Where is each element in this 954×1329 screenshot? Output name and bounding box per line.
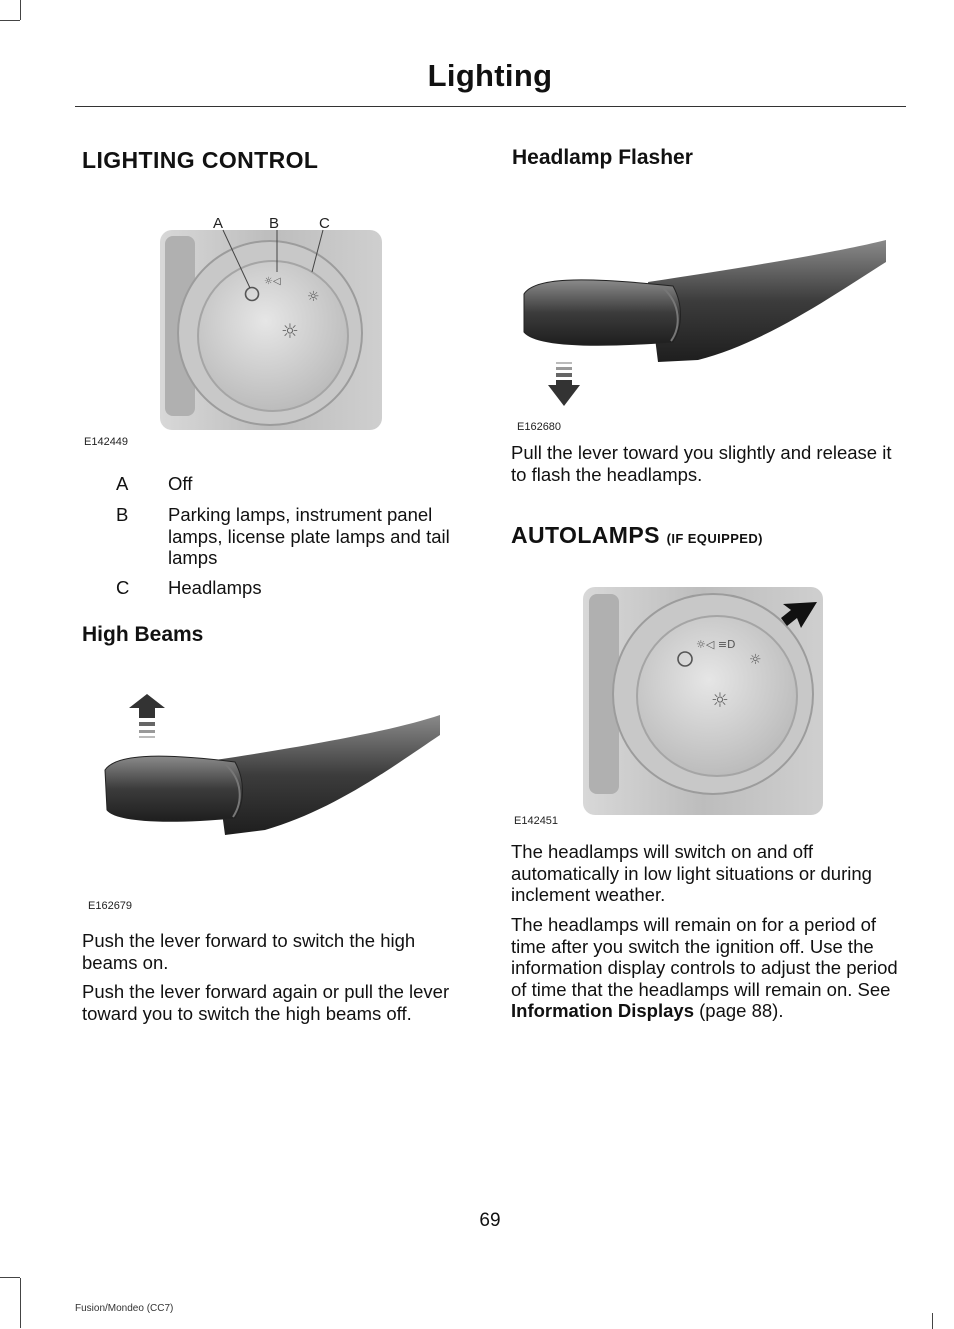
footer-model: Fusion/Mondeo (CC7) — [75, 1303, 174, 1314]
crop-mark — [0, 1277, 20, 1278]
callout-b: B — [269, 215, 280, 232]
page-title: Lighting — [427, 58, 553, 93]
lighting-control-figure — [155, 208, 390, 438]
headlamp-flasher-heading: Headlamp Flasher — [512, 146, 693, 169]
legend-letter: C — [116, 577, 130, 598]
svg-text:☼: ☼ — [711, 688, 729, 712]
lighting-control-heading: LIGHTING CONTROL — [82, 147, 319, 173]
autolamps-figure — [575, 582, 830, 822]
information-displays-reference[interactable]: Information Displays — [511, 1000, 694, 1021]
high-beams-paragraph: Push the lever forward to switch the high beams on. — [82, 930, 416, 973]
callout-c: C — [319, 215, 330, 232]
autolamps-paragraph-text: The headlamps will remain on for a period of time after you switch the ignition off. Use the information display controls to adjust the period of time that the headlamps will remain on. See — [511, 914, 898, 1000]
figure-code: E162679 — [88, 900, 133, 912]
svg-text:☼◁: ☼◁ — [264, 276, 281, 287]
high-beams-paragraph: Push the lever forward again or pull the lever toward you to switch the high beams off. — [82, 981, 450, 1024]
figure-code: E142451 — [514, 815, 559, 827]
legend-text: Off — [168, 473, 193, 494]
page-number: 69 — [479, 1210, 501, 1231]
legend-text: Headlamps — [168, 577, 262, 598]
autolamps-title: AUTOLAMPS — [511, 522, 660, 548]
autolamps-equipped-note: (IF EQUIPPED) — [666, 531, 763, 546]
svg-text:☼: ☼ — [307, 289, 320, 305]
figure-code: E162680 — [517, 421, 562, 433]
legend-letter: A — [116, 473, 129, 494]
svg-text:☼◁ ≡D: ☼◁ ≡D — [696, 638, 736, 651]
headlamp-flasher-paragraph: Pull the lever toward you slightly and release it to flash the headlamps. — [511, 442, 892, 485]
header-rule — [75, 106, 906, 107]
high-beams-figure — [95, 690, 445, 850]
svg-text:☼: ☼ — [749, 652, 762, 668]
legend-letter: B — [116, 504, 129, 525]
crop-mark — [20, 1278, 21, 1328]
crop-mark — [932, 1313, 933, 1329]
callout-a: A — [213, 215, 224, 232]
headlamp-flasher-figure — [518, 232, 888, 412]
autolamps-paragraph — [511, 914, 903, 1022]
svg-text:☼: ☼ — [281, 319, 299, 343]
crop-mark — [20, 0, 21, 20]
high-beams-heading: High Beams — [82, 623, 204, 646]
crop-mark — [0, 20, 20, 21]
page-reference: (page 88). — [693, 1000, 784, 1021]
autolamps-heading — [511, 522, 763, 549]
legend-text: Parking lamps, instrument panel lamps, license plate lamps and tail lamps — [168, 504, 450, 568]
autolamps-paragraph: The headlamps will switch on and off automatically in low light situations or during inclement weather. — [511, 841, 872, 905]
figure-code: E142449 — [84, 436, 129, 448]
